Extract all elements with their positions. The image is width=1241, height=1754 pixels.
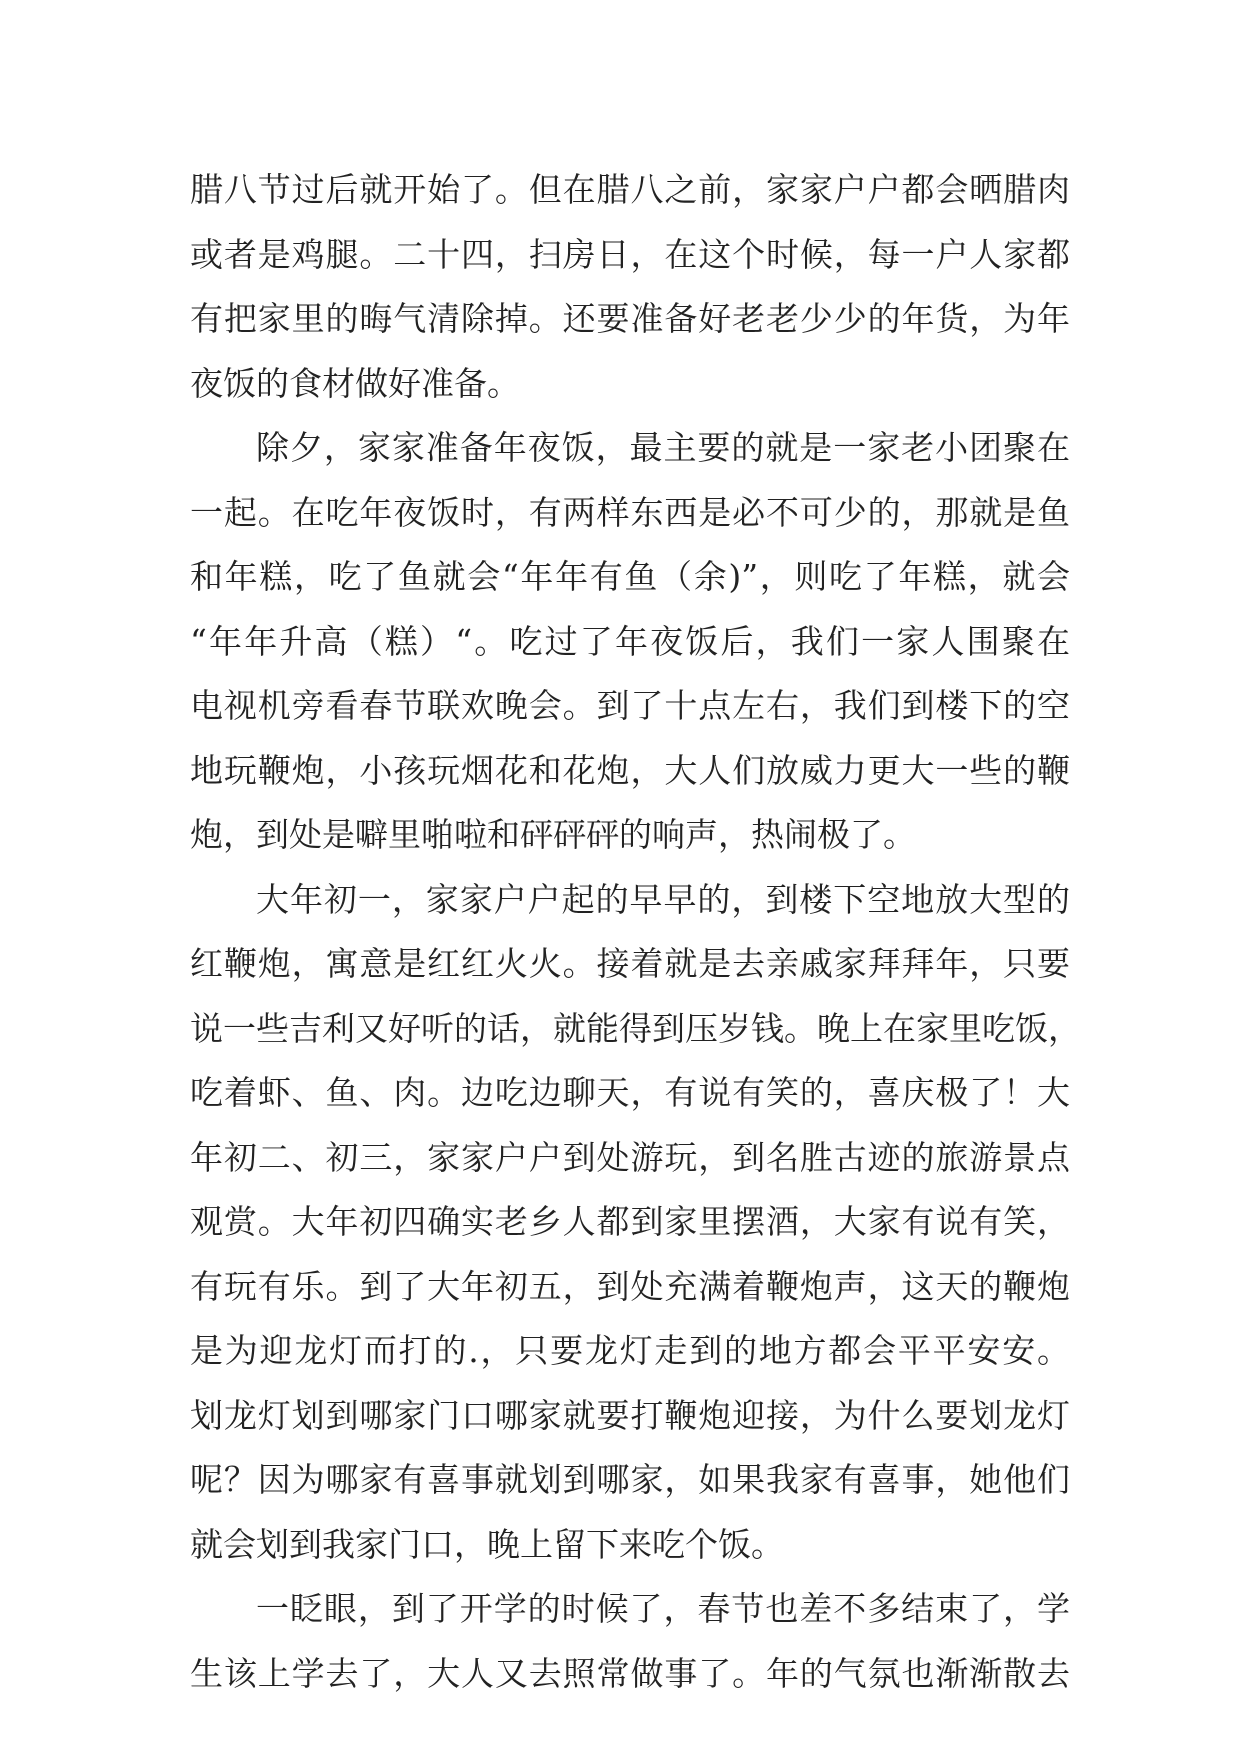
text-line: 除夕，家家准备年夜饭，最主要的就是一家老小团聚在 <box>256 428 1070 467</box>
text-line: 红鞭炮，寓意是红红火火。接着就是去亲戚家拜拜年，只要 <box>190 944 1070 983</box>
text-line: 大年初一，家家户户起的早早的，到楼下空地放大型的 <box>256 879 1070 919</box>
document-body <box>190 158 1081 1706</box>
text-line: 和年糕，吃了鱼就会“年年有鱼（余)”，则吃了年糕，就会 <box>190 557 1070 596</box>
text-line: “年年升高（糕）“。吃过了年夜饭后，我们一家人围聚在 <box>190 621 1070 661</box>
text-line: 生该上学去了，大人又去照常做事了。年的气氛也渐渐散去 <box>190 1653 1070 1693</box>
text-line: 一眨眼，到了开学的时候了，春节也差不多结束了，学 <box>256 1589 1070 1628</box>
text-line: 说一些吉利又好听的话，就能得到压岁钱。晚上在家里吃饭， <box>190 1008 1081 1048</box>
text-line: 或者是鸡腿。二十四，扫房日，在这个时候，每一户人家都 <box>190 234 1070 274</box>
text-line: 有玩有乐。到了大年初五，到处充满着鞭炮声，这天的鞭炮 <box>190 1266 1070 1306</box>
text-line: 有把家里的晦气清除掉。还要准备好老老少少的年货，为年 <box>190 299 1070 338</box>
text-line: 电视机旁看春节联欢晚会。到了十点左右，我们到楼下的空 <box>190 686 1070 725</box>
text-line: 夜饭的食材做好准备。 <box>190 363 520 403</box>
text-line: 划龙灯划到哪家门口哪家就要打鞭炮迎接，为什么要划龙灯 <box>190 1395 1070 1435</box>
text-line: 吃着虾、鱼、肉。边吃边聊天，有说有笑的，喜庆极了！大 <box>190 1073 1070 1112</box>
text-line: 地玩鞭炮，小孩玩烟花和花炮，大人们放威力更大一些的鞭 <box>190 750 1070 790</box>
text-line: 呢？因为哪家有喜事就划到哪家，如果我家有喜事，她他们 <box>190 1460 1070 1499</box>
text-line: 炮，到处是噼里啪啦和砰砰砰的响声，热闹极了。 <box>190 815 916 854</box>
text-line: 一起。在吃年夜饭时，有两样东西是必不可少的，那就是鱼 <box>190 492 1070 532</box>
text-line: 腊八节过后就开始了。但在腊八之前，家家户户都会晒腊肉 <box>190 170 1070 209</box>
text-line: 就会划到我家门口，晚上留下来吃个饭。 <box>190 1524 784 1564</box>
text-line: 年初二、初三，家家户户到处游玩，到名胜古迹的旅游景点 <box>190 1137 1070 1177</box>
text-line: 是为迎龙灯而打的.，只要龙灯走到的地方都会平平安安。 <box>190 1331 1070 1370</box>
text-line: 观赏。大年初四确实老乡人都到家里摆酒，大家有说有笑， <box>190 1202 1070 1241</box>
